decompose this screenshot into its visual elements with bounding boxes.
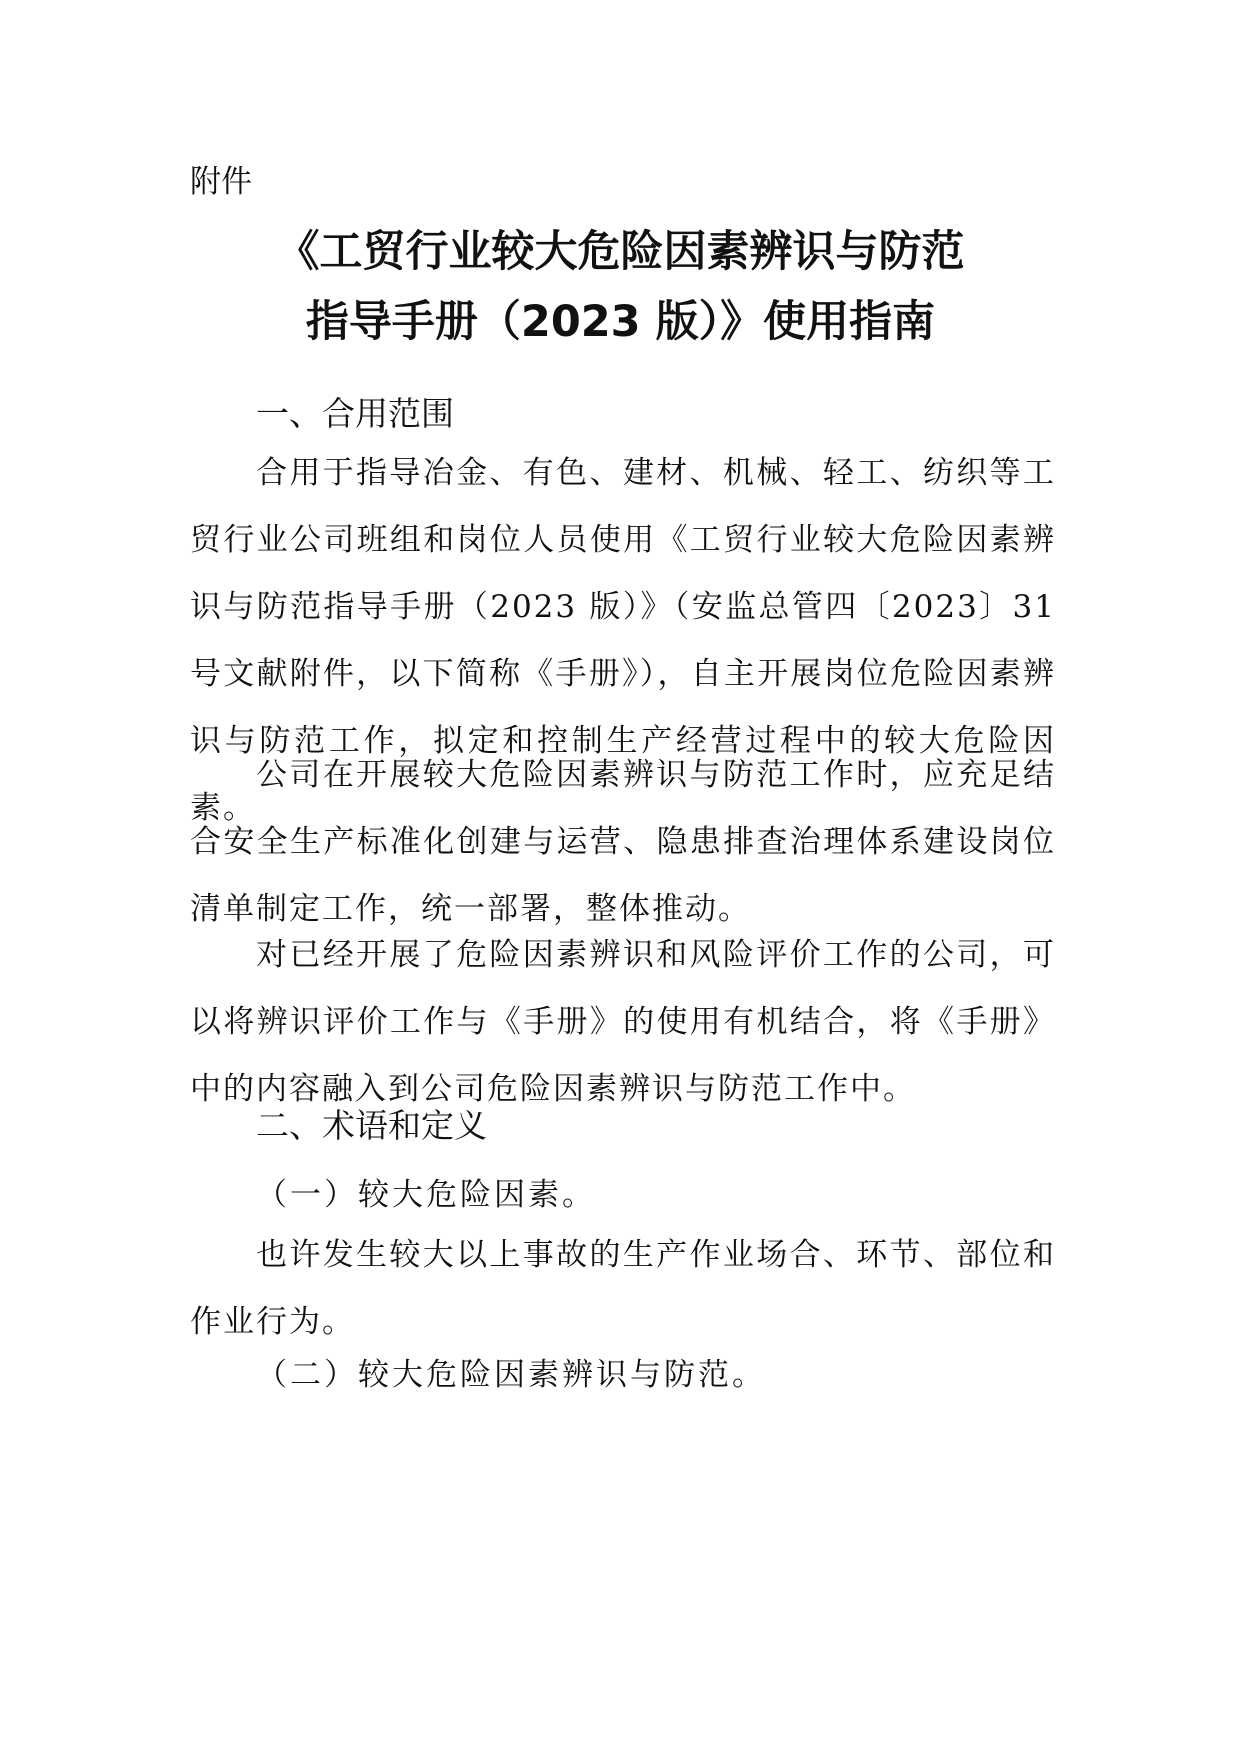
section-1-paragraph-1: 合用于指导冶金、有色、建材、机械、轻工、纺织等工贸行业公司班组和岗位人员使用《工贸行业较大危险因素辨识与防范指导手册（2023 版）》（安监总管四〔2023〕31 号文献附件，以下简称《手册》），自主开展岗位危险因素辨识与防范工作，拟定和控制生产经营过程中的较大危险因素。 — [190, 455, 1056, 826]
section-1-heading: 一、合用范围 — [256, 394, 454, 433]
document-title-line-1: 《工贸行业较大危险因素辨识与防范 — [276, 227, 965, 277]
section-1-paragraph-2: 公司在开展较大危险因素辨识与防范工作时，应充足结合安全生产标准化创建与运营、隐患排查治理体系建设岗位清单制定工作，统一部署，整体推动。 — [190, 757, 1056, 927]
subsection-2-heading: （二）较大危险因素辨识与防范。 — [256, 1357, 766, 1393]
document-title-line-2: 指导手册（2023 版）》使用指南 — [305, 297, 936, 347]
section-2-heading: 二、术语和定义 — [256, 1106, 487, 1145]
subsection-1-paragraph: 也许发生较大以上事故的生产作业场合、环节、部位和作业行为。 — [190, 1237, 1056, 1340]
section-1-paragraph-3: 对已经开展了危险因素辨识和风险评价工作的公司，可以将辨识评价工作与《手册》的使用有机结合，将《手册》中的内容融入到公司危险因素辨识与防范工作中。 — [190, 937, 1056, 1107]
attachment-label: 附件 — [190, 164, 252, 200]
subsection-1-heading: （一）较大危险因素。 — [256, 1177, 596, 1213]
